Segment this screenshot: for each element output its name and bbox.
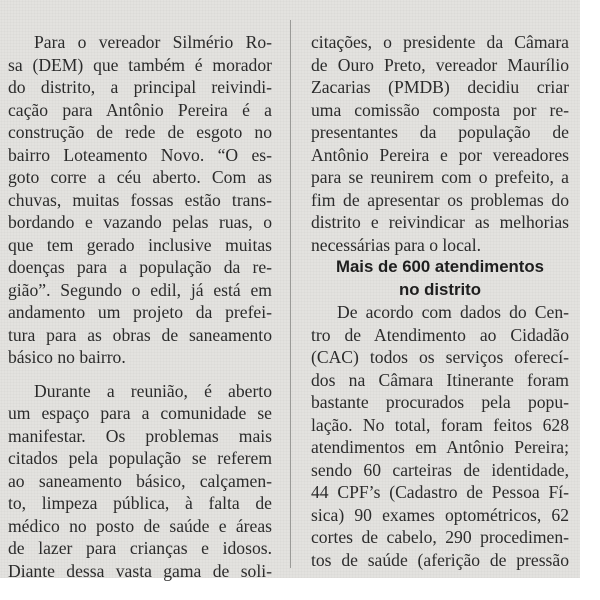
text-line: lação. No total, foram feitos 628 — [311, 414, 569, 435]
text-line: presentantes da população de — [311, 122, 569, 142]
text-line: distrito e reivindicar as melhorias — [311, 212, 569, 232]
text-line: bordando e vazando pelas ruas, o — [8, 212, 272, 232]
text-line: Zacarias (PMDB) decidiu criar — [311, 77, 569, 97]
text-line: citados pela população se referem — [8, 448, 272, 468]
paragraph-comissao — [311, 31, 569, 256]
text-line: cação para Antônio Pereira é a — [8, 99, 272, 120]
text-line: andamento um projeto da prefei- — [8, 302, 272, 322]
text-line: do distrito, a principal reivindi- — [8, 77, 272, 97]
text-line: necessárias para o local. — [311, 234, 481, 255]
text-line: dos na Câmara Itinerante foram — [311, 369, 569, 390]
text-line: chuvas, muitas fossas estão trans- — [8, 189, 272, 210]
text-line: De acordo com dados do Cen- — [337, 302, 569, 322]
subheading-line: no distrito — [398, 279, 482, 299]
text-line: sendo 60 carteiras de identidade, — [311, 459, 569, 480]
text-line: ao saneamento básico, calçamen- — [8, 470, 272, 491]
paragraph-atendimentos — [311, 301, 569, 571]
text-line: um espaço para a comunidade se — [8, 403, 272, 423]
section-subheading — [311, 256, 569, 301]
text-line: construção de rede de esgoto no — [8, 122, 272, 142]
text-line: Durante a reunião, é aberto — [34, 380, 272, 401]
text-line: (CAC) todos os serviços oferecí- — [311, 347, 569, 367]
text-line: cortes de cabelo, 290 procedimen- — [311, 527, 569, 547]
text-line: bastante procurados pela popu- — [311, 392, 569, 412]
text-line: citações, o presidente da Câmara — [311, 32, 569, 52]
text-line: sica) 90 exames optométricos, 62 — [311, 504, 569, 525]
text-line: manifestar. Os problemas mais — [8, 425, 272, 446]
text-line: Para o vereador Silmério Ro- — [34, 32, 272, 52]
text-line: fim de apresentar os problemas do — [311, 189, 569, 210]
text-line: Antônio Pereira e por vereadores — [311, 144, 569, 165]
left-column — [8, 31, 272, 582]
text-line: Diante dessa vasta gama de soli- — [8, 560, 272, 581]
paragraph-vereador-silmerio — [8, 31, 272, 369]
text-line: uma comissão composta por re- — [311, 99, 569, 120]
column-divider — [290, 20, 291, 568]
text-line: que tem gerado inclusive muitas — [8, 234, 272, 255]
subheading-line: Mais de 600 atendimentos — [336, 257, 544, 276]
text-line: tura para as obras de saneamento — [8, 324, 272, 345]
right-column — [311, 31, 569, 571]
paragraph-reuniao — [8, 380, 272, 583]
text-line: goto corre a céu aberto. Com as — [8, 167, 272, 187]
text-line: de lazer para crianças e idosos. — [8, 538, 272, 558]
text-line: médico no posto de saúde e áreas — [8, 515, 272, 536]
text-line: tro de Atendimento ao Cidadão — [311, 324, 569, 345]
text-line: sa (DEM) que também é morador — [8, 54, 272, 75]
text-line: atendimentos em Antônio Pereira; — [311, 437, 569, 457]
text-line: bairro Loteamento Novo. “O es- — [8, 144, 272, 165]
text-line: doenças para a população da re- — [8, 257, 272, 277]
text-line: para se reunirem com o prefeito, a — [311, 167, 569, 187]
text-line: to, limpeza pública, à falta de — [8, 493, 272, 513]
text-line: tos de saúde (aferição de pressão — [311, 549, 569, 570]
text-line: básico no bairro. — [8, 347, 126, 367]
text-line: 44 CPF’s (Cadastro de Pessoa Fí- — [311, 482, 569, 502]
text-line: de Ouro Preto, vereador Maurílio — [311, 54, 569, 75]
text-line: gião”. Segundo o edil, já está em — [8, 279, 272, 300]
